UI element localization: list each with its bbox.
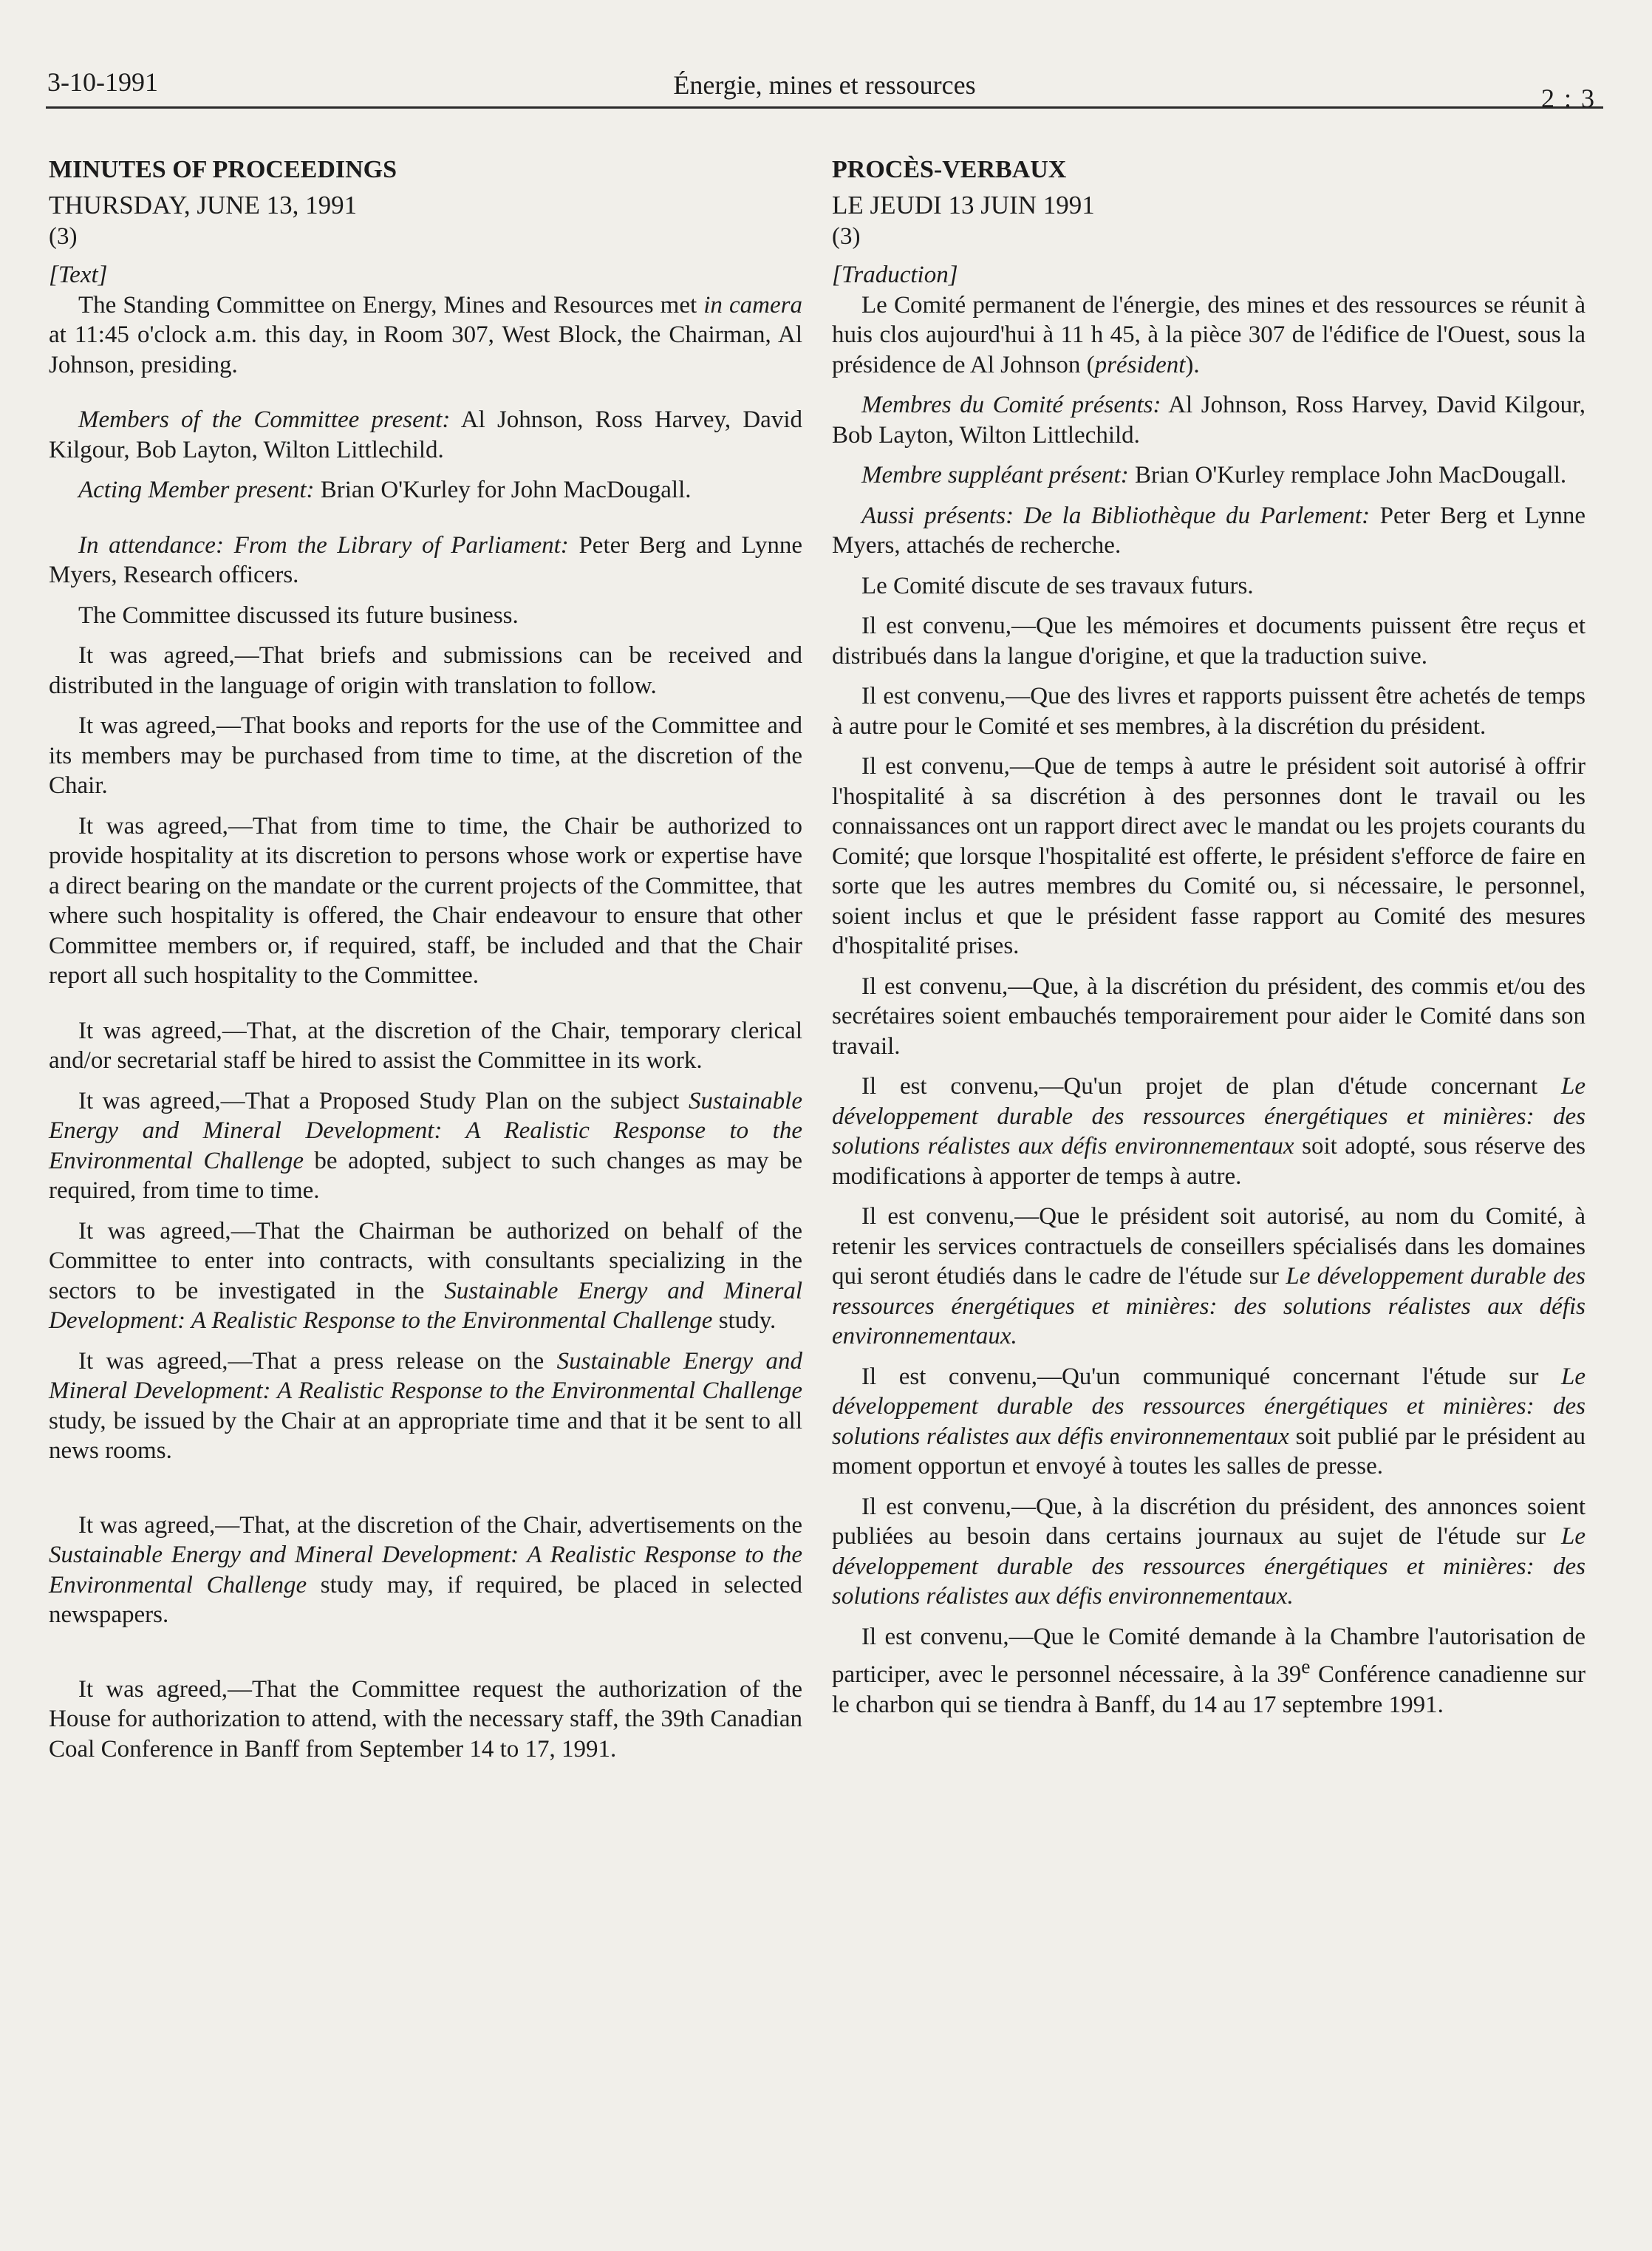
french-books-paragraph: Il est convenu,—Que des livres et rapports puissent être achetés de temps à autre pour le Comité et ses membres, à la discrétion du président. [832, 683, 1586, 740]
english-ads-paragraph: It was agreed,—That, at the discretion of the Chair, advertisements on the Sustainable Energy and Mineral Development: A Realistic Response to the Environmental Challenge study may, if required, be placed in selected newspapers. [49, 1511, 802, 1628]
french-members-paragraph: Membres du Comité présents: Al Johnson, Ross Harvey, David Kilgour, Bob Layton, Wilton Littlechild. [832, 392, 1586, 449]
french-briefs-paragraph: Il est convenu,—Que les mémoires et documents puissent être reçus et distribués dans la langue d'origine, et que la traduction suive. [832, 613, 1586, 670]
french-coal-paragraph: Il est convenu,—Que le Comité demande à la Chambre l'autorisation de participer, avec le personnel nécessaire, à la 39e Conférence canadienne sur le charbon qui se tiendra à Banff, du 14 au 17 septembre 1991. [832, 1623, 1586, 1718]
english-coal-paragraph: It was agreed,—That the Committee request the authorization of the House for authorization to attend, with the necessary staff, the 39th Canadian Coal Conference in Banff from September 14 to 17, 1991. [49, 1675, 802, 1763]
english-study-plan-paragraph: It was agreed,—That a Proposed Study Plan on the subject Sustainable Energy and Mineral Development: A Realistic Response to the Environmental Challenge be adopted, subject to such changes as may be required, from time to time. [49, 1087, 802, 1204]
english-books-paragraph: It was agreed,—That books and reports for the use of the Committee and its members may be purchased from time to time, at the discretion of the Chair. [49, 712, 802, 799]
french-heading: PROCÈS-VERBAUX [832, 156, 1067, 183]
french-acting-paragraph: Membre suppléant présent: Brian O'Kurley remplace John MacDougall. [861, 462, 1567, 488]
english-business-paragraph: The Committee discussed its future business. [78, 602, 519, 629]
english-attendance-paragraph: In attendance: From the Library of Parliament: Peter Berg and Lynne Myers, Research officers. [49, 531, 802, 588]
english-column [49, 154, 802, 1764]
french-business-paragraph: Le Comité discute de ses travaux futurs. [861, 572, 1254, 599]
english-text-tag: [Text] [49, 262, 108, 288]
english-briefs-paragraph: It was agreed,—That briefs and submissions can be received and distributed in the language of origin with translation to follow. [49, 642, 802, 699]
french-attendance-paragraph: Aussi présents: De la Bibliothèque du Parlement: Peter Berg et Lynne Myers, attachés de recherche. [832, 502, 1586, 559]
english-sitting-number: (3) [49, 223, 78, 250]
english-hospitality-paragraph: It was agreed,—That from time to time, the Chair be authorized to provide hospitality at its discretion to persons whose work or expertise have a direct bearing on the mandate or the current projects of the Committee, that where such hospitality is offered, the Chair endeavour to ensure that other Committee members or, if required, staff, be included and that the Chair report all such hospitality to the Committee. [49, 812, 802, 989]
english-date: THURSDAY, JUNE 13, 1991 [49, 191, 358, 219]
french-contracts-paragraph: Il est convenu,—Que le président soit autorisé, au nom du Comité, à retenir les services contractuels de conseillers spécialisés dans les domaines qui seront étudiés dans le cadre de l'étude sur Le développement durable des ressources énergétiques et minières: des solutions réalistes aux défis environnementaux. [832, 1203, 1586, 1349]
french-text-tag: [Traduction] [832, 262, 958, 288]
english-intro-paragraph: The Standing Committee on Energy, Mines and Resources met in camera at 11:45 o'clock a.m. this day, in Room 307, West Block, the Chairman, Al Johnson, presiding. [49, 291, 802, 378]
page-header [46, 64, 1603, 113]
french-hospitality-paragraph: Il est convenu,—Que de temps à autre le président soit autorisé à offrir l'hospitalité à sa discrétion à des personnes dont le travail ou les connaissances ont un rapport direct avec le mandat ou les projets courants du Comité; que lorsque l'hospitalité est offerte, le président s'efforce de faire en sorte que les autres membres du Comité ou, si nécessaire, le personnel, soient inclus et que le président fasse rapport au Comité des mesures d'hospitalité prises. [832, 753, 1586, 959]
french-ads-paragraph: Il est convenu,—Que, à la discrétion du président, des annonces soient publiées au besoin dans certains journaux au sujet de l'étude sur Le développement durable des ressources énergétiques et minières: des solutions réalistes aux défis environnementaux. [832, 1493, 1586, 1610]
english-heading: MINUTES OF PROCEEDINGS [49, 156, 397, 183]
french-date: LE JEUDI 13 JUIN 1991 [832, 191, 1095, 219]
french-intro-paragraph: Le Comité permanent de l'énergie, des mines et des ressources se réunit à huis clos aujourd'hui à 11 h 45, à la pièce 307 de l'édifice de l'Ouest, sous la présidence de Al Johnson (président). [832, 291, 1586, 378]
english-contracts-paragraph: It was agreed,—That the Chairman be authorized on behalf of the Committee to enter into contracts, with consultants specializing in the sectors to be investigated in the Sustainable Energy and Mineral Development: A Realistic Response to the Environmental Challenge study. [49, 1217, 802, 1334]
english-members-paragraph: Members of the Committee present: Al Johnson, Ross Harvey, David Kilgour, Bob Layton, Wilton Littlechild. [49, 406, 802, 463]
french-staff-paragraph: Il est convenu,—Que, à la discrétion du président, des commis et/ou des secrétaires soient embauchés temporairement pour aider le Comité dans son travail. [832, 973, 1586, 1060]
french-sitting-number: (3) [832, 223, 861, 250]
french-press-paragraph: Il est convenu,—Qu'un communiqué concernant l'étude sur Le développement durable des ressources énergétiques et minières: des solutions réalistes aux défis environnementaux soit publié par le président au moment opportun et envoyé à toutes les salles de presse. [832, 1363, 1586, 1479]
english-acting-paragraph: Acting Member present: Brian O'Kurley for John MacDougall. [78, 477, 692, 503]
english-staff-paragraph: It was agreed,—That, at the discretion of the Chair, temporary clerical and/or secretarial staff be hired to assist the Committee in its work. [49, 1017, 802, 1074]
header-date: 3-10-1991 [47, 67, 158, 97]
english-press-paragraph: It was agreed,—That a press release on the Sustainable Energy and Mineral Development: A Realistic Response to the Environmental Challenge study, be issued by the Chair at an appropriate time and that it be sent to all news rooms. [49, 1347, 802, 1464]
french-study-plan-paragraph: Il est convenu,—Qu'un projet de plan d'étude concernant Le développement durable des ressources énergétiques et minières: des solutions réalistes aux défis environnementaux soit adopté, sous réserve des modifications à apporter de temps à autre. [832, 1073, 1586, 1190]
header-page-number: 2 : 3 [1540, 84, 1596, 113]
header-title: Énergie, mines et ressources [673, 70, 976, 100]
french-column [832, 154, 1586, 1720]
